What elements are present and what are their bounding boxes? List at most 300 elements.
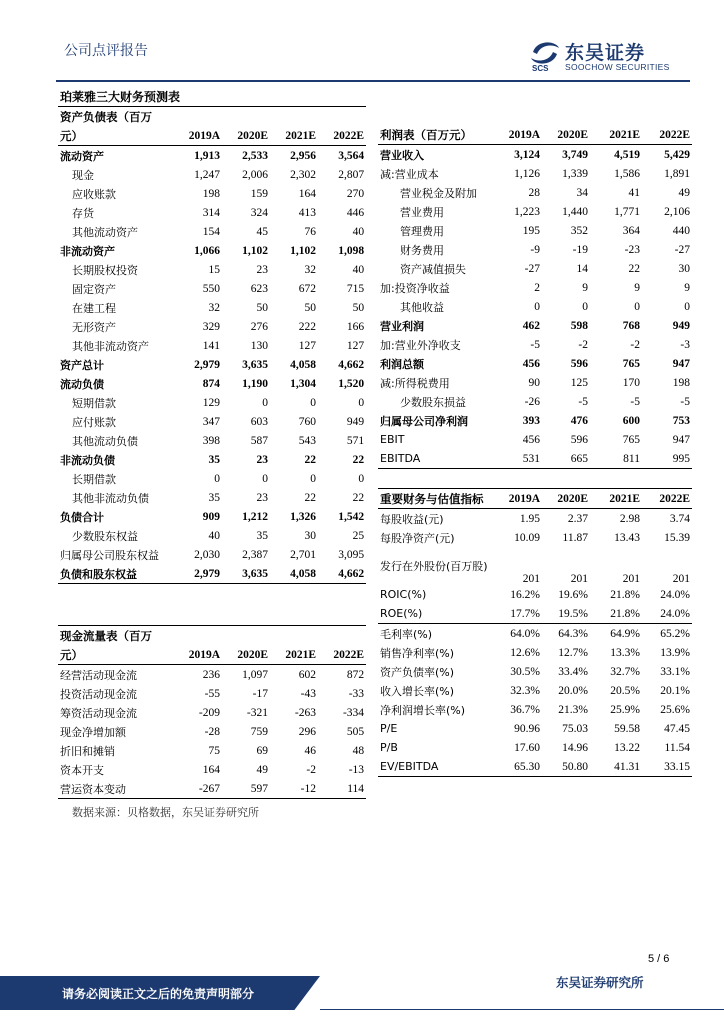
table-row [58, 722, 366, 741]
row-label: P/B [380, 741, 398, 754]
row-value: 13.9% [660, 646, 690, 659]
row-label: 在建工程 [72, 301, 116, 315]
row-value: 1,542 [338, 510, 365, 523]
table-row [58, 741, 366, 760]
row-value: 909 [202, 510, 220, 523]
row-value: 24.0% [642, 604, 692, 624]
table-title: 元） [58, 126, 174, 146]
row-value: -5 [680, 395, 690, 408]
row-label: 长期借款 [72, 472, 116, 486]
row-label: 固定资产 [72, 282, 116, 296]
row-value: 550 [202, 282, 220, 295]
row-value: 13.43 [614, 531, 640, 544]
row-value: 12.7% [558, 646, 588, 659]
table-header-row [58, 126, 366, 146]
table-row [58, 298, 366, 317]
table-title: 重要财务与估值指标 [378, 489, 490, 509]
row-value: 995 [642, 449, 692, 469]
row-value: 1,190 [242, 377, 268, 390]
table-row [58, 488, 366, 507]
row-value: 947 [672, 433, 690, 446]
row-value: 947 [672, 357, 690, 370]
row-value: 33.1% [660, 665, 690, 678]
row-value: 32.3% [510, 684, 540, 697]
row-label: 无形资产 [72, 320, 116, 334]
row-label: 发行在外股份(百万股) [380, 559, 488, 573]
row-label: 资产总计 [60, 358, 104, 372]
table-row [378, 335, 692, 354]
table-row [58, 146, 366, 166]
row-value: 2,106 [664, 205, 690, 218]
row-value: 0 [684, 300, 690, 313]
row-value: -12 [270, 779, 318, 799]
row-label: 经营活动现金流 [60, 668, 137, 682]
row-value: 760 [298, 415, 316, 428]
row-value: 22 [304, 453, 316, 466]
table-row [378, 509, 692, 529]
year-header: 2021E [270, 126, 318, 146]
row-value: 949 [346, 415, 365, 428]
row-label: EBITDA [378, 449, 490, 469]
row-value: 1.95 [519, 512, 540, 525]
row-value: 1,440 [562, 205, 588, 218]
table-row [378, 221, 692, 240]
row-value: 30 [304, 529, 316, 542]
row-value: 14.96 [562, 741, 588, 754]
row-value: 127 [346, 339, 365, 352]
row-value: 40 [208, 529, 220, 542]
row-value: -5 [578, 395, 588, 408]
table-row [58, 469, 366, 488]
row-value: 352 [570, 224, 588, 237]
row-value: 1,771 [614, 205, 640, 218]
row-value: 10.09 [514, 531, 540, 544]
table-row [378, 316, 692, 335]
row-value: 3.74 [669, 512, 690, 525]
row-label: 每股净资产(元) [380, 531, 455, 545]
row-value: 141 [202, 339, 220, 352]
row-value: 476 [570, 414, 588, 427]
table-row [378, 430, 692, 449]
row-value: 41.31 [590, 757, 642, 777]
row-value: 90.96 [514, 722, 540, 735]
row-label: 现金 [72, 168, 94, 182]
table-row [378, 449, 692, 469]
table-row [378, 183, 692, 202]
table-row [378, 164, 692, 183]
row-value: 20.1% [660, 684, 690, 697]
row-label: 其他流动资产 [72, 225, 138, 239]
table-row [58, 222, 366, 241]
row-value: 456 [522, 357, 540, 370]
row-value: 50 [352, 301, 365, 314]
row-value: 35 [208, 491, 220, 504]
row-value: 166 [346, 320, 365, 333]
report-type-label: 公司点评报告 [64, 43, 148, 59]
row-label: 营业收入 [380, 148, 424, 162]
row-value: 1,891 [664, 167, 690, 180]
row-value: 21.8% [610, 588, 640, 601]
row-value: 0 [262, 472, 268, 485]
year-header: 2020E [542, 489, 590, 509]
row-value: 50.80 [542, 757, 590, 777]
row-value: 64.3% [558, 627, 588, 640]
row-value: 0 [634, 300, 640, 313]
row-value: 811 [590, 449, 642, 469]
row-value: 413 [298, 206, 316, 219]
row-value: 4,519 [614, 148, 640, 161]
row-value: 159 [250, 187, 268, 200]
row-label: 折旧和摊销 [60, 744, 115, 758]
row-label: 净利润增长率(%) [380, 703, 466, 717]
company-logo [527, 38, 677, 74]
row-value: 36.7% [510, 703, 540, 716]
row-label: ROIC(%) [380, 588, 427, 601]
row-label: 负债合计 [60, 510, 104, 524]
table-row [58, 412, 366, 431]
row-label: 营业税金及附加 [400, 186, 477, 200]
row-value: 14 [576, 262, 588, 275]
row-value: 16.2% [510, 588, 540, 601]
row-value: -5 [530, 338, 540, 351]
row-value: 602 [298, 668, 316, 681]
row-value: 41 [628, 186, 640, 199]
table-row [378, 373, 692, 392]
table-row [58, 374, 366, 393]
cash-flow-table [58, 625, 366, 799]
logo-mark-icon [527, 38, 563, 72]
row-value: -2 [630, 338, 640, 351]
row-value: -3 [680, 338, 690, 351]
row-value: 0 [358, 396, 365, 409]
row-value: 19.5% [542, 604, 590, 624]
row-value: 0 [262, 396, 268, 409]
table-row [378, 547, 692, 585]
row-value: 768 [622, 319, 640, 332]
table-row [378, 297, 692, 316]
table-row [378, 719, 692, 738]
row-label: 少数股东权益 [72, 529, 138, 543]
logo-chinese-name: 东吴证券 [565, 42, 646, 64]
row-value: 2,701 [290, 548, 316, 561]
row-value: 456 [522, 433, 540, 446]
row-value: -267 [174, 779, 222, 799]
table-row [58, 241, 366, 260]
row-value: 23 [256, 263, 268, 276]
table-row [58, 760, 366, 779]
row-label: 财务费用 [400, 243, 444, 257]
table-row [378, 738, 692, 757]
row-label: 减:所得税费用 [380, 376, 450, 390]
table-row [58, 450, 366, 469]
year-header: 2021E [590, 489, 642, 509]
row-value: 596 [570, 357, 588, 370]
row-value: 949 [672, 319, 690, 332]
row-value: 28 [528, 186, 540, 199]
table-row [58, 507, 366, 526]
row-value: 69 [256, 744, 268, 757]
row-value: 2,807 [338, 168, 365, 181]
row-value: 398 [202, 434, 220, 447]
row-value: -334 [342, 706, 365, 719]
row-label: 加:营业外净收支 [380, 338, 461, 352]
row-value: 872 [346, 668, 365, 681]
row-value: 64.0% [510, 627, 540, 640]
row-value: 393 [522, 414, 540, 427]
row-value: 21.8% [590, 604, 642, 624]
table-row [58, 703, 366, 722]
row-value: 25.9% [610, 703, 640, 716]
table-row [58, 564, 366, 584]
row-value: 276 [250, 320, 268, 333]
row-label: 加:投资净收益 [380, 281, 450, 295]
row-value: 35 [208, 453, 220, 466]
year-header: 2022E [642, 125, 692, 145]
row-value: 32 [304, 263, 316, 276]
row-value: 130 [250, 339, 268, 352]
row-label: 短期借款 [72, 396, 116, 410]
table-row [58, 165, 366, 184]
row-value: 23 [256, 453, 268, 466]
row-value: 1,066 [194, 244, 220, 257]
row-value: 2 [534, 281, 540, 294]
row-label: 营业费用 [400, 205, 444, 219]
row-value: 25 [352, 529, 365, 542]
row-value: -43 [300, 687, 316, 700]
row-value: 364 [622, 224, 640, 237]
row-value: 34 [576, 186, 588, 199]
row-value: 15 [208, 263, 220, 276]
row-value: -27 [674, 243, 690, 256]
table-row [378, 278, 692, 297]
row-value: 1,520 [338, 377, 365, 390]
row-label: 利润总额 [380, 357, 424, 371]
row-value: 170 [622, 376, 640, 389]
row-value: 0 [310, 396, 316, 409]
row-label: 资产负债率(%) [380, 665, 455, 679]
row-value: 22 [628, 262, 640, 275]
row-value: 2,956 [290, 149, 316, 162]
row-label: 流动负债 [60, 377, 104, 391]
row-value: 2,979 [174, 564, 222, 584]
row-label: 负债和股东权益 [58, 564, 174, 584]
table-header-row [378, 125, 692, 145]
row-label: 营运资本变动 [58, 779, 174, 799]
table-row [378, 411, 692, 430]
row-value: 198 [672, 376, 690, 389]
row-value: 201 [570, 573, 588, 585]
footer-disclaimer: 请务必阅读正文之后的免责声明部分 [62, 987, 255, 1001]
row-value: 49 [678, 186, 690, 199]
table-row [58, 203, 366, 222]
year-header: 2022E [318, 645, 366, 665]
row-value: 1,102 [290, 244, 316, 257]
row-value: 59.58 [614, 722, 640, 735]
row-label: 归属母公司净利润 [380, 414, 468, 428]
footer-institute: 东吴证券研究所 [556, 975, 644, 990]
year-header: 2022E [642, 489, 692, 509]
row-value: 33.4% [558, 665, 588, 678]
row-value: -209 [198, 706, 220, 719]
row-value: 296 [298, 725, 316, 738]
year-header: 2020E [542, 125, 590, 145]
row-value: 2,006 [242, 168, 268, 181]
row-label: 现金净增加额 [60, 725, 126, 739]
year-header: 2019A [174, 126, 222, 146]
row-value: 15.39 [664, 531, 690, 544]
row-value: 195 [522, 224, 540, 237]
balance-sheet-table [58, 106, 366, 584]
row-value: 75 [208, 744, 220, 757]
row-value: 164 [298, 187, 316, 200]
table-row [378, 662, 692, 681]
row-value: 597 [222, 779, 270, 799]
table-row [378, 354, 692, 373]
row-value: 0 [582, 300, 588, 313]
row-value: -13 [348, 763, 365, 776]
row-value: 50 [256, 301, 268, 314]
row-value: 12.6% [510, 646, 540, 659]
table-row [378, 202, 692, 221]
row-value: 13.22 [614, 741, 640, 754]
table-header-row [58, 626, 366, 646]
row-label: 其他收益 [400, 300, 444, 314]
row-label: 减:营业成本 [380, 167, 439, 181]
row-value: 2,979 [194, 358, 220, 371]
row-value: 20.5% [610, 684, 640, 697]
row-value: 9 [582, 281, 588, 294]
table-row [378, 145, 692, 165]
row-value: 114 [318, 779, 366, 799]
row-label: 归属母公司股东权益 [60, 548, 159, 562]
row-value: 446 [346, 206, 365, 219]
logo-mark-text: SCS [532, 64, 549, 72]
row-value: 505 [346, 725, 365, 738]
row-value: 0 [534, 300, 540, 313]
row-value: 40 [352, 263, 365, 276]
row-value: 13.3% [610, 646, 640, 659]
row-value: 50 [304, 301, 316, 314]
row-value: 3,564 [338, 149, 365, 162]
row-value: 1,326 [290, 510, 316, 523]
table-row [58, 355, 366, 374]
row-value: -19 [572, 243, 588, 256]
table-row [58, 779, 366, 799]
table-header-row [58, 107, 366, 127]
income-statement-table [378, 125, 692, 469]
row-value: 154 [202, 225, 220, 238]
row-value: 33.15 [642, 757, 692, 777]
row-value: 765 [622, 357, 640, 370]
row-label: 流动资产 [60, 149, 104, 163]
row-value: 270 [346, 187, 365, 200]
table-row [58, 279, 366, 298]
row-value: 30 [678, 262, 690, 275]
row-value: 76 [304, 225, 316, 238]
table-row [378, 528, 692, 547]
row-value: 543 [298, 434, 316, 447]
data-source-note: 数据来源：贝格数据，东吴证券研究所 [72, 806, 259, 819]
table-header-row [58, 645, 366, 665]
row-label: EBIT [380, 433, 405, 446]
row-value: 65.30 [490, 757, 542, 777]
year-header: 2019A [490, 125, 542, 145]
table-row [58, 431, 366, 450]
row-value: -321 [246, 706, 268, 719]
row-value: 19.6% [558, 588, 588, 601]
row-value: 596 [570, 433, 588, 446]
table-row [58, 336, 366, 355]
row-value: 127 [298, 339, 316, 352]
row-label: 筹资活动现金流 [60, 706, 137, 720]
footer-divider [320, 1009, 724, 1010]
row-value: 24.0% [660, 588, 690, 601]
row-label: 投资活动现金流 [60, 687, 137, 701]
row-label: 收入增长率(%) [380, 684, 455, 698]
row-value: 4,662 [318, 564, 366, 584]
year-header: 2020E [222, 126, 270, 146]
table-row [58, 526, 366, 545]
row-value: 40 [352, 225, 365, 238]
row-value: 125 [570, 376, 588, 389]
row-value: 672 [298, 282, 316, 295]
row-value: 3,095 [338, 548, 365, 561]
header-divider [56, 80, 690, 82]
row-value: 324 [250, 206, 268, 219]
row-value: 2,387 [242, 548, 268, 561]
row-value: 531 [490, 449, 542, 469]
table-row [378, 681, 692, 700]
logo-english-name: SOOCHOW SECURITIES [565, 62, 670, 72]
row-value: 11.87 [562, 531, 588, 544]
row-label: 管理费用 [400, 224, 444, 238]
row-value: 0 [358, 472, 365, 485]
table-row [378, 259, 692, 278]
row-value: 0 [310, 472, 316, 485]
row-value: 462 [522, 319, 540, 332]
row-value: 1,339 [562, 167, 588, 180]
row-value: 2,533 [242, 149, 268, 162]
row-value: -55 [204, 687, 220, 700]
row-value: 64.9% [610, 627, 640, 640]
row-label: 应付账款 [72, 415, 116, 429]
row-value: -26 [524, 395, 540, 408]
row-value: -28 [204, 725, 220, 738]
row-value: 4,662 [338, 358, 365, 371]
row-label: EV/EBITDA [378, 757, 490, 777]
row-value: 47.45 [664, 722, 690, 735]
row-value: 4,058 [270, 564, 318, 584]
table-row [58, 665, 366, 685]
row-value: 1,586 [614, 167, 640, 180]
row-value: 4,058 [290, 358, 316, 371]
row-value: 571 [346, 434, 365, 447]
row-value: 603 [250, 415, 268, 428]
row-value: 22 [352, 491, 365, 504]
row-value: 11.54 [664, 741, 690, 754]
row-value: -23 [624, 243, 640, 256]
page-number: 5 / 6 [648, 953, 670, 965]
year-header: 2021E [590, 125, 642, 145]
row-value: 22 [352, 453, 365, 466]
row-value: -263 [294, 706, 316, 719]
row-value: 314 [202, 206, 220, 219]
row-value: 75.03 [562, 722, 588, 735]
row-value: 665 [542, 449, 590, 469]
row-label: 其他非流动负债 [72, 491, 149, 505]
table-row [58, 317, 366, 336]
row-value: 347 [202, 415, 220, 428]
